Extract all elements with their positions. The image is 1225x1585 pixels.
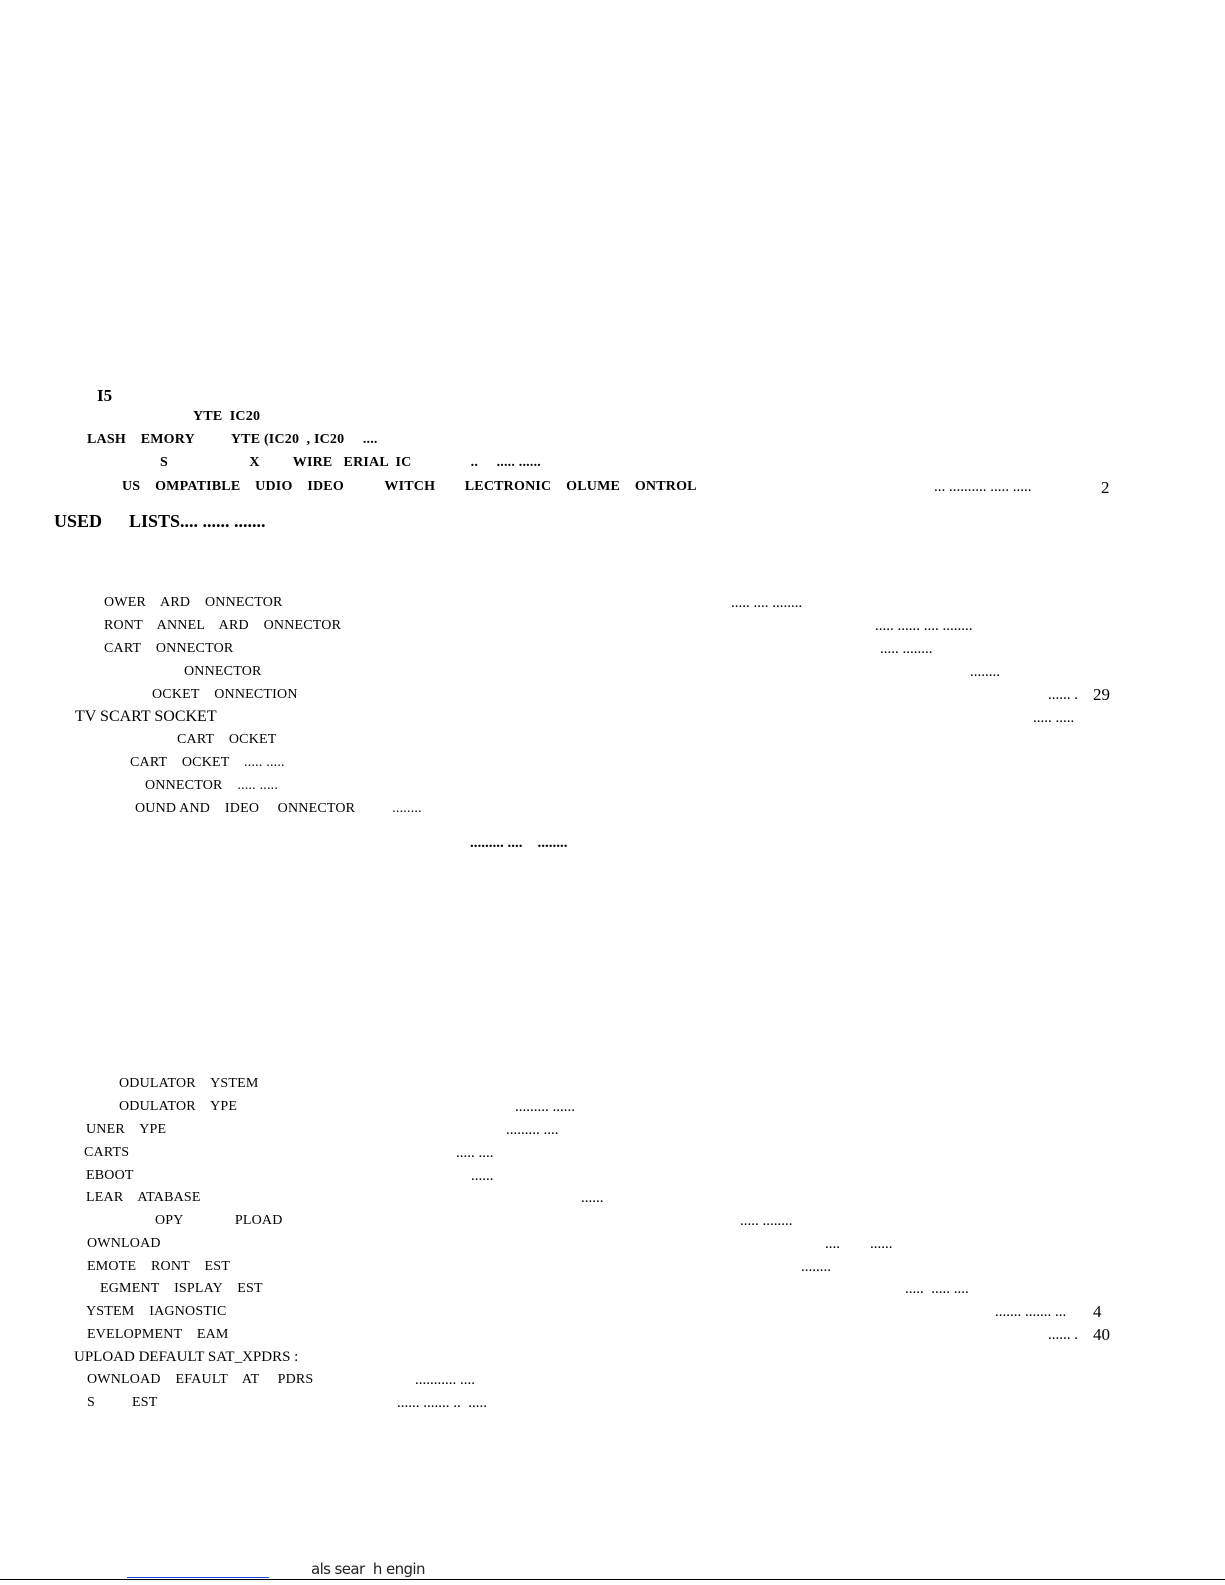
toc-leader-dots: ......... ....	[506, 1122, 559, 1138]
toc-leader-dots: ........	[970, 664, 1000, 680]
toc-entry: OPY PLOAD	[155, 1213, 283, 1228]
toc-entry: OWNLOAD EFAULT AT PDRS	[87, 1372, 314, 1387]
toc-leader-dots: ......	[581, 1190, 604, 1206]
toc-entry: CART ONNECTOR	[104, 641, 234, 656]
toc-entry: I5	[97, 386, 113, 405]
toc-page-number: 4	[1093, 1302, 1102, 1321]
toc-leader-dots: ......	[471, 1168, 494, 1184]
toc-entry: YSTEM IAGNOSTIC	[86, 1304, 227, 1319]
toc-entry: RONT ANNEL ARD ONNECTOR	[104, 618, 342, 633]
toc-entry: ......... .... ........	[470, 835, 568, 851]
toc-entry: ONNECTOR	[184, 664, 262, 679]
toc-entry: UNER YPE	[86, 1122, 167, 1137]
toc-entry: UPLOAD DEFAULT SAT_XPDRS :	[74, 1349, 299, 1365]
toc-leader-dots: ..... ....	[456, 1145, 494, 1161]
toc-entry: EGMENT ISPLAY EST	[100, 1281, 263, 1296]
toc-entry: LEAR ATABASE	[86, 1190, 201, 1205]
toc-entry: LASH EMORY YTE (IC20 , IC20 ....	[87, 432, 378, 447]
toc-entry: ODULATOR YPE	[119, 1099, 238, 1114]
toc-entry: OWER ARD ONNECTOR	[104, 595, 283, 610]
toc-leader-dots: ..... .... ........	[731, 595, 803, 611]
toc-entry: S EST	[87, 1395, 158, 1410]
toc-leader-dots: ..... ........	[740, 1213, 793, 1229]
toc-leader-dots: ...... ....... .. .....	[397, 1395, 487, 1411]
toc-page-number: 2	[1101, 478, 1110, 497]
toc-entry: OCKET ONNECTION	[152, 687, 298, 702]
toc-entry: OWNLOAD	[87, 1236, 161, 1251]
toc-leader-dots: ..... ........	[880, 641, 933, 657]
footer-text: als sear h engin	[311, 1560, 425, 1578]
toc-entry: CARTS	[84, 1145, 130, 1160]
toc-entry: USED LISTS.... ...... .......	[54, 511, 266, 531]
toc-leader-dots: .... ......	[825, 1236, 893, 1252]
toc-leader-dots: ..... ..... ....	[905, 1281, 969, 1297]
toc-entry: ODULATOR YSTEM	[119, 1076, 259, 1091]
toc-entry: EMOTE RONT EST	[87, 1259, 230, 1274]
toc-leader-dots: ...... .	[1048, 687, 1078, 703]
toc-leader-dots: ........	[801, 1259, 831, 1275]
toc-entry: US OMPATIBLE UDIO IDEO WITCH LECTRONIC OLUME ONTROL	[122, 479, 697, 494]
toc-entry: S X WIRE ERIAL IC .. ..... ......	[160, 455, 541, 470]
toc-entry: EVELOPMENT EAM	[87, 1327, 229, 1342]
toc-entry: YTE IC20	[193, 409, 261, 424]
toc-leader-dots: ......... ......	[515, 1099, 575, 1115]
toc-page-number: 40	[1093, 1325, 1110, 1344]
toc-leader-dots: ....... ....... ...	[995, 1304, 1067, 1320]
toc-entry: CART OCKET	[177, 732, 277, 747]
toc-entry: OUND AND IDEO ONNECTOR ........	[135, 801, 422, 816]
toc-leader-dots: ... .......... ..... .....	[934, 479, 1032, 495]
toc-entry: CART OCKET ..... .....	[130, 755, 285, 770]
footer-link-underline[interactable]	[127, 1577, 269, 1578]
toc-leader-dots: ..... .....	[1033, 710, 1075, 726]
footer-rule	[0, 1579, 1225, 1580]
toc-page-number: 29	[1093, 685, 1110, 704]
toc-leader-dots: ........... ....	[415, 1372, 475, 1388]
toc-entry: EBOOT	[86, 1168, 134, 1183]
toc-entry: TV SCART SOCKET	[75, 708, 217, 725]
toc-leader-dots: ...... .	[1048, 1327, 1078, 1343]
toc-entry: ONNECTOR ..... .....	[145, 778, 279, 793]
toc-leader-dots: ..... ...... .... ........	[875, 618, 973, 634]
